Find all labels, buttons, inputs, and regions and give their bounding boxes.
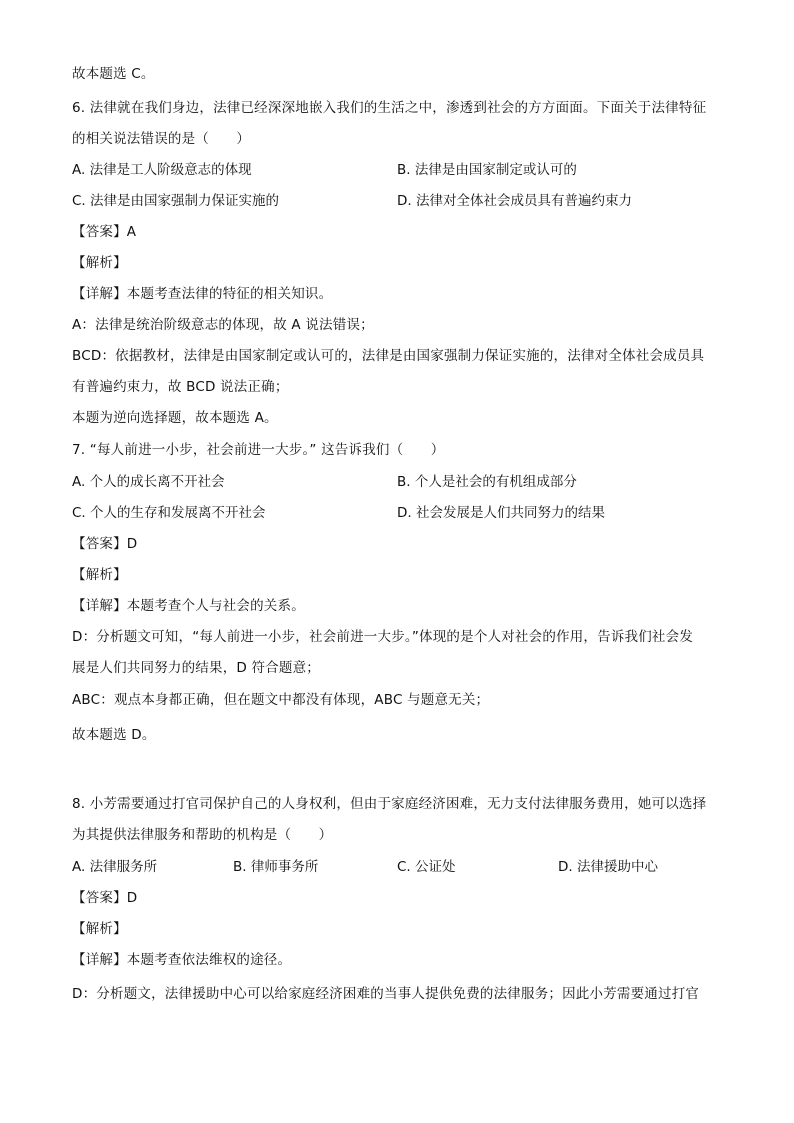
q8-option-d: D. 法律援助中心 xyxy=(558,859,658,875)
q6-conclusion: 本题为逆向选择题，故本题选 A。 xyxy=(72,410,278,426)
q6-answer: 【答案】A xyxy=(72,224,137,240)
q7-detail-d-line1: D：分析题文可知，“每人前进一小步，社会前进一大步。”体现的是个人对社会的作用，告诉我们社会发 xyxy=(72,629,694,645)
q8-detail-intro: 【详解】本题考查依法维权的途径。 xyxy=(72,952,292,968)
q6-stem-line1: 6. 法律就在我们身边，法律已经深深地嵌入我们的生活之中，渗透到社会的方方面面。下面关于法律特征 xyxy=(72,100,707,116)
q6-option-d: D. 法律对全体社会成员具有普遍约束力 xyxy=(397,193,632,209)
q7-stem: 7. “每人前进一小步，社会前进一大步。” 这告诉我们（ ） xyxy=(72,442,445,458)
q8-option-c: C. 公证处 xyxy=(397,859,456,875)
q6-stem-line2: 的相关说法错误的是（ ） xyxy=(72,131,251,147)
q6-analysis-heading: 【解析】 xyxy=(72,255,127,271)
q8-analysis-heading: 【解析】 xyxy=(72,921,127,937)
q8-stem-line1: 8. 小芳需要通过打官司保护自己的人身权利，但由于家庭经济困难，无力支付法律服务费用，她可以选择 xyxy=(72,796,707,812)
q8-detail-d-line1: D：分析题文，法律援助中心可以给家庭经济困难的当事人提供免费的法律服务；因此小芳需要通过打官 xyxy=(72,986,700,1002)
q6-detail-a: A：法律是统治阶级意志的体现，故 A 说法错误； xyxy=(72,317,374,333)
q7-conclusion: 故本题选 D。 xyxy=(72,727,156,743)
q7-detail-intro: 【详解】本题考查个人与社会的关系。 xyxy=(72,598,305,614)
q5-conclusion: 故本题选 C。 xyxy=(72,66,155,82)
q7-analysis-heading: 【解析】 xyxy=(72,567,127,583)
q6-option-a: A. 法律是工人阶级意志的体现 xyxy=(72,162,252,178)
q7-detail-d-line2: 展是人们共同努力的结果，D 符合题意； xyxy=(72,660,320,676)
q7-detail-abc: ABC：观点本身都正确，但在题文中都没有体现，ABC 与题意无关； xyxy=(72,692,490,708)
q6-detail-bcd-line1: BCD：依据教材，法律是由国家制定或认可的，法律是由国家强制力保证实施的，法律对全体社会成员具 xyxy=(72,348,705,364)
q7-option-a: A. 个人的成长离不开社会 xyxy=(72,474,225,490)
q8-option-a: A. 法律服务所 xyxy=(72,859,158,875)
q7-option-c: C. 个人的生存和发展离不开社会 xyxy=(72,505,266,521)
q8-option-b: B. 律师事务所 xyxy=(233,859,319,875)
q8-answer: 【答案】D xyxy=(72,890,138,906)
q7-option-d: D. 社会发展是人们共同努力的结果 xyxy=(397,505,605,521)
q8-stem-line2: 为其提供法律服务和帮助的机构是（ ） xyxy=(72,827,333,843)
q6-detail-bcd-line2: 有普遍约束力，故 BCD 说法正确； xyxy=(72,379,289,395)
q7-answer: 【答案】D xyxy=(72,536,138,552)
q6-detail-intro: 【详解】本题考查法律的特征的相关知识。 xyxy=(72,286,333,302)
q7-option-b: B. 个人是社会的有机组成部分 xyxy=(397,474,577,490)
q6-option-c: C. 法律是由国家强制力保证实施的 xyxy=(72,193,280,209)
q6-option-b: B. 法律是由国家制定或认可的 xyxy=(397,162,577,178)
